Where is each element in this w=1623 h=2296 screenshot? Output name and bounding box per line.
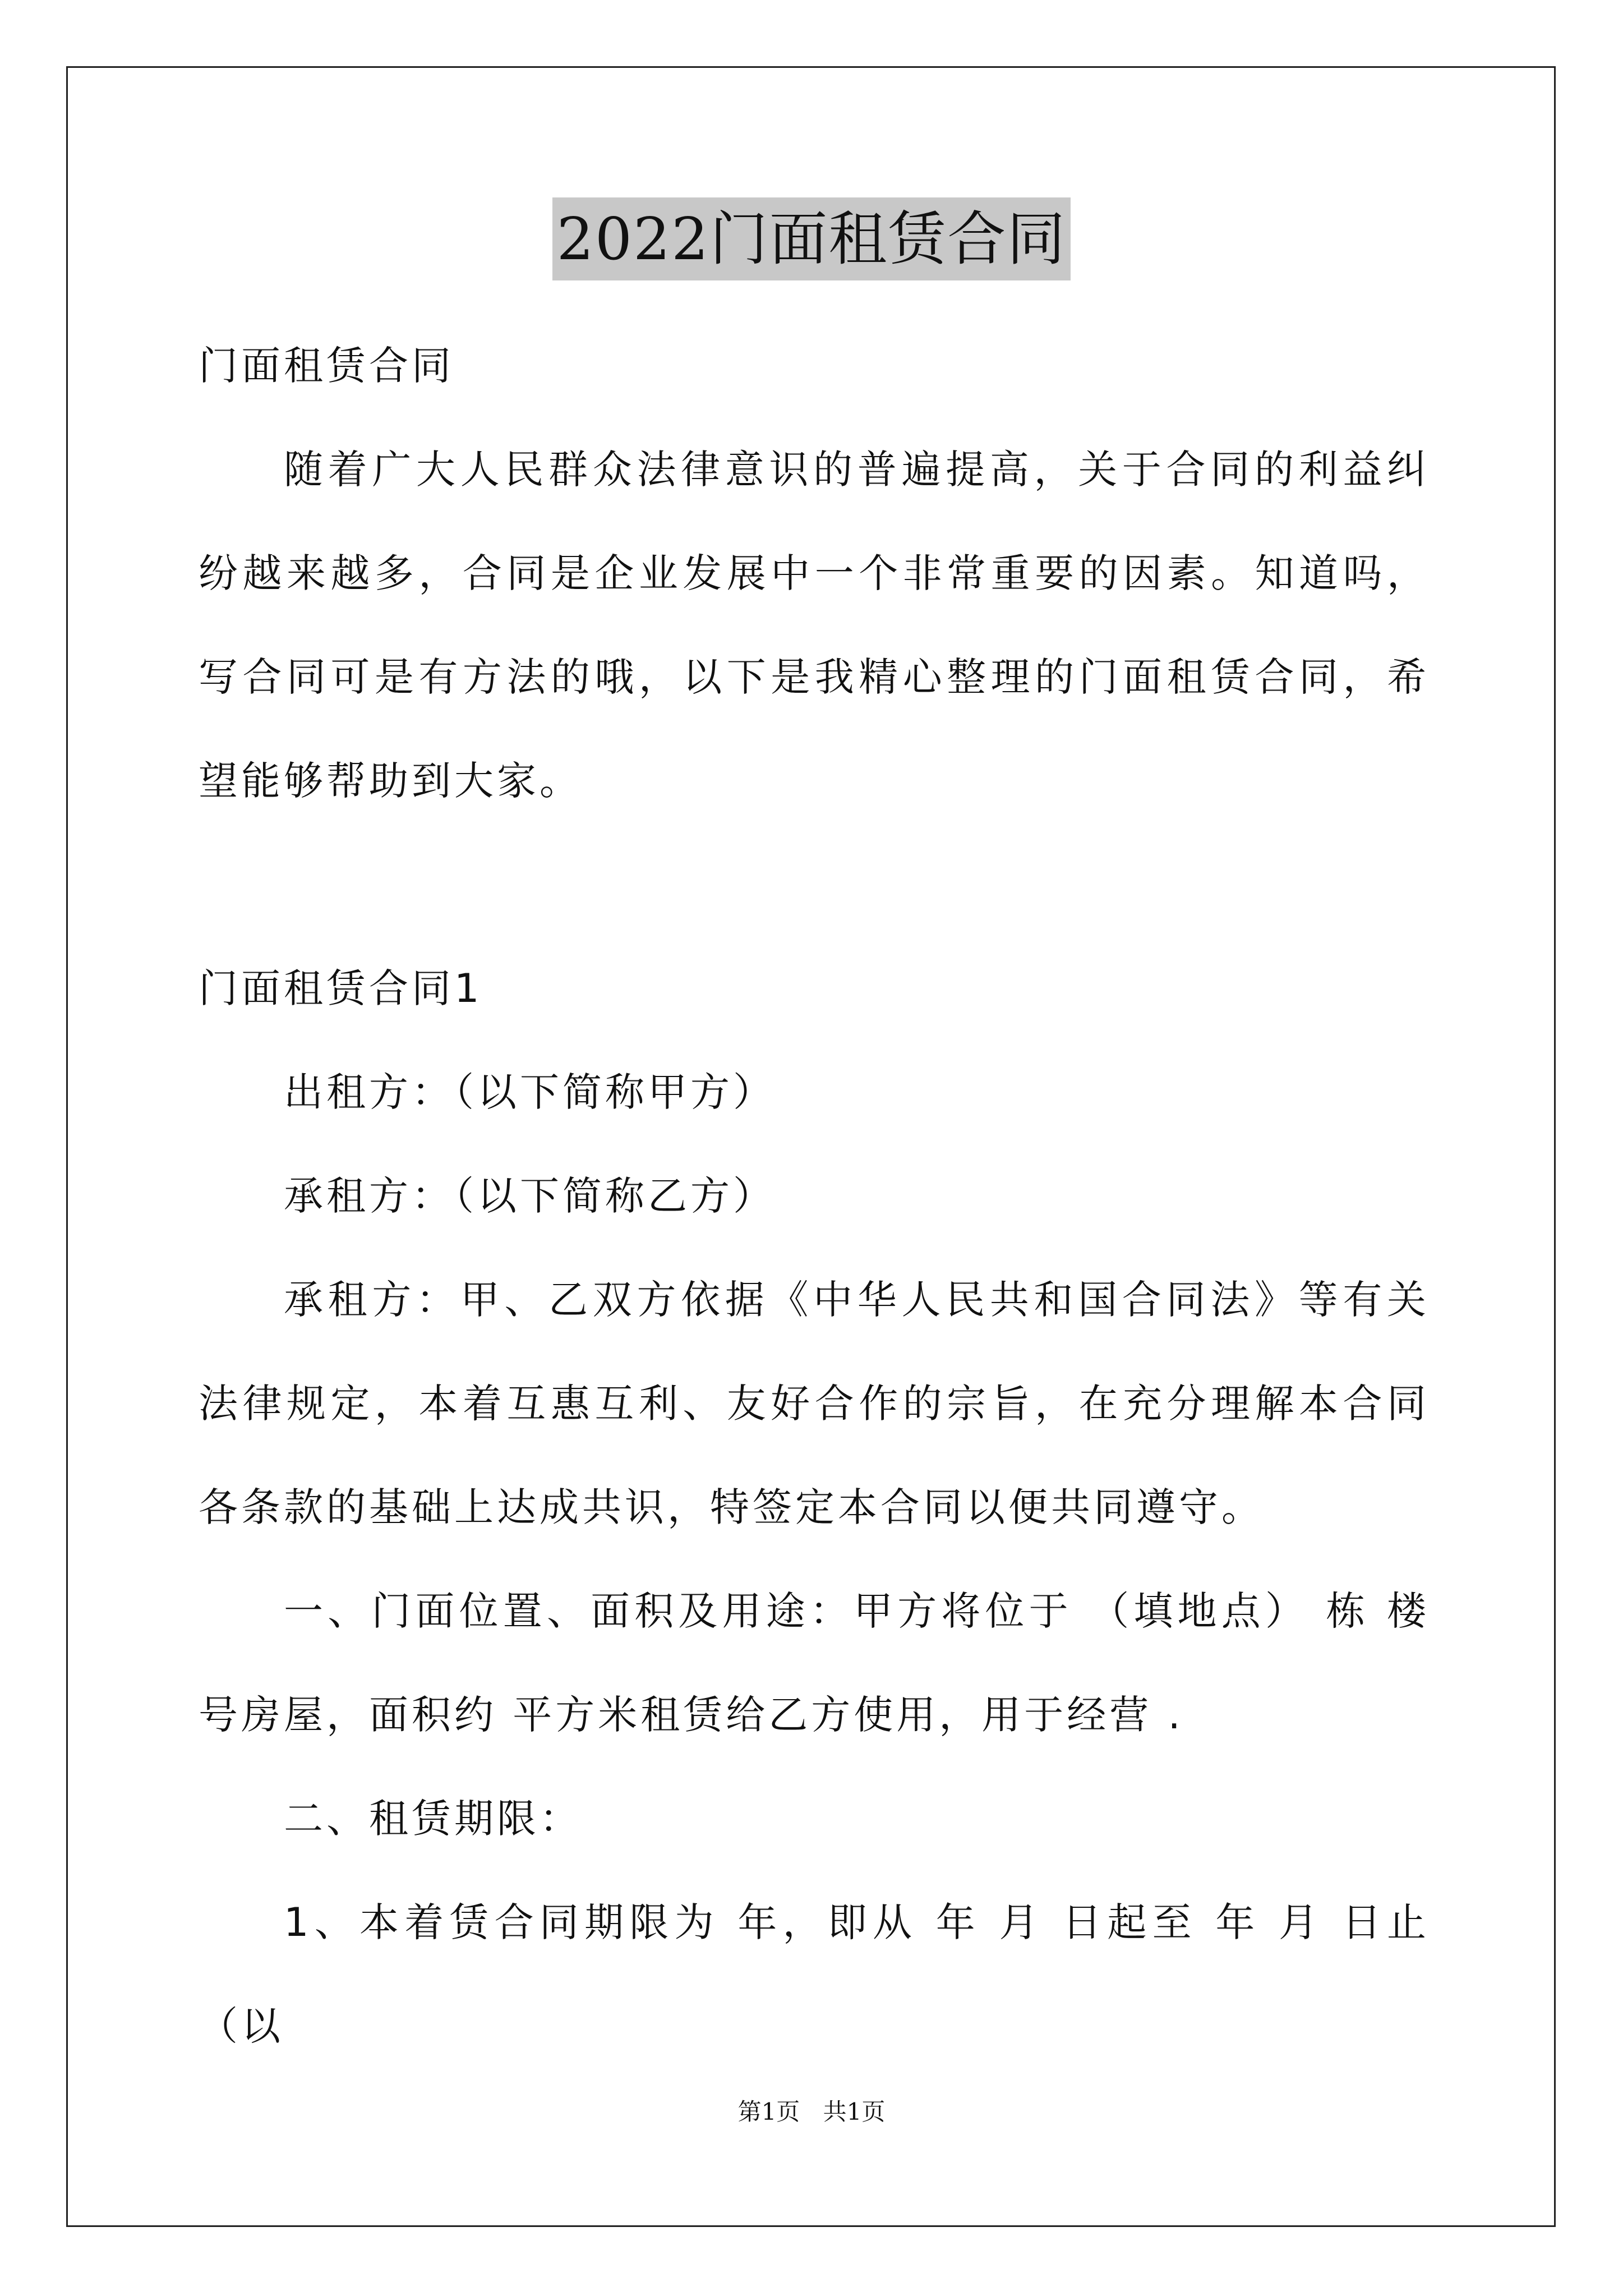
page-number-total: 共1页 xyxy=(823,2098,886,2125)
page-footer xyxy=(0,2095,1623,2129)
paragraph-contract-heading: 门面租赁合同1 xyxy=(199,965,483,1011)
title-container xyxy=(0,197,1623,280)
document-title: 2022门面租赁合同 xyxy=(552,197,1071,280)
paragraph-clause-1: 一、门面位置、面积及用途：甲方将位于 （填地点） 栋 楼 号房屋，面积约 平方米租赁给乙方使用，用于经营 . xyxy=(199,1588,1430,1738)
paragraph-spacer xyxy=(199,833,1430,937)
paragraph-heading: 门面租赁合同 xyxy=(199,343,454,389)
paragraph-clause-2: 二、租赁期限： xyxy=(284,1796,582,1842)
paragraph-lessee: 承租方：（以下简称乙方） xyxy=(284,1173,776,1219)
page-number-current: 第1页 xyxy=(737,2098,800,2125)
paragraph-preamble: 承租方：甲、乙双方依据《中华人民共和国合同法》等有关法律规定，本着互惠互利、友好合作的宗旨，在充分理解本合同各条款的基础上达成共识，特签定本合同以便共同遵守。 xyxy=(199,1277,1430,1530)
paragraph-clause-2-item-1: 1、本着赁合同期限为 年，即从 年 月 日起至 年 月 日止（以 xyxy=(199,1899,1430,2049)
paragraph-lessor: 出租方：（以下简称甲方） xyxy=(284,1069,776,1115)
document-body xyxy=(199,314,1430,2078)
paragraph-intro: 随着广大人民群众法律意识的普遍提高，关于合同的利益纠纷越来越多，合同是企业发展中一个非常重要的因素。知道吗，写合同可是有方法的哦，以下是我精心整理的门面租赁合同，希望能够帮助到大家。 xyxy=(199,447,1430,804)
